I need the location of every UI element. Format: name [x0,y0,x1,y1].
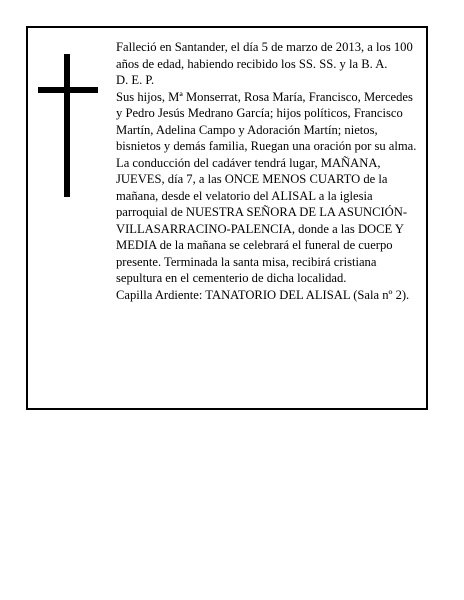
chapel-location: Capilla Ardiente: TANATORIO DEL ALISAL (Sala nº 2). [116,287,410,302]
family-and-funeral-details: Sus hijos, Mª Monserrat, Rosa María, Francisco, Mercedes y Pedro Jesús Medrano García; hijos políticos, Francisco Martín, Adelina Campo y Adoración Martín; nietos, bisnietos y demás familia, Ruegan una oración por su alma. La conducción del cadáver tendrá lugar, MAÑANA, JUEVES, día 7, a las ONCE MENOS CUARTO de la mañana, desde el velatorio del ALISAL a la iglesia parroquial de NUESTRA SEÑORA DE LA ASUNCIÓN-VILLASARRACINO-PALENCIA, donde a las DOCE Y MEDIA de la mañana se celebrará el funeral de cuerpo presente. Terminada la santa misa, recibirá cristiana sepultura en el cementerio de dicha localidad. [116,89,417,285]
cross-horizontal-bar [38,87,98,93]
cross-icon [38,54,98,197]
notice-body [116,39,420,303]
cross-vertical-bar [64,54,70,197]
death-announcement: Falleció en Santander, el día 5 de marzo de 2013, a los 100 años de edad, habiendo recibido los SS. SS. y la B. A. [116,40,413,71]
rip-line: D. E. P. [116,73,155,87]
obituary-notice [26,26,428,410]
